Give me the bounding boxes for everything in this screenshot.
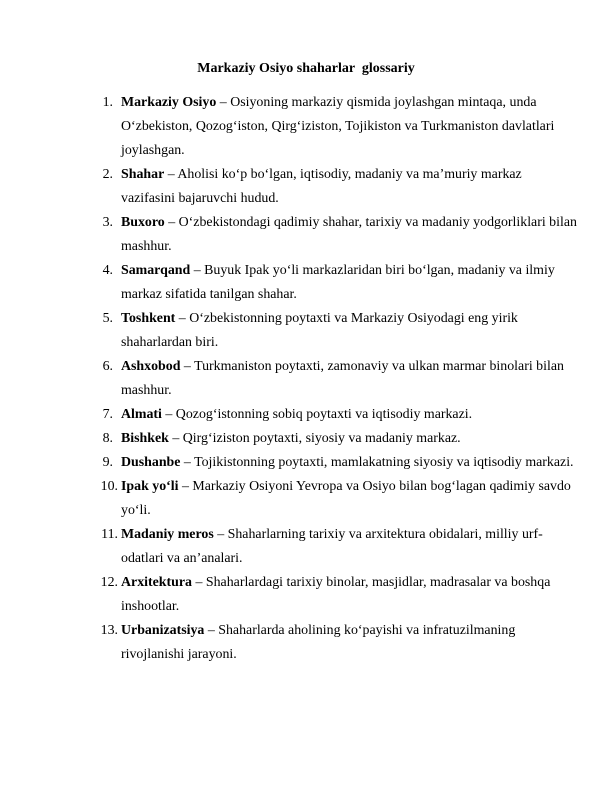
item-text [121,571,577,619]
list-item [0,571,612,619]
item-number: 11. [101,527,118,542]
list-item [0,451,612,475]
item-term: Samarqand [121,263,191,278]
item-number: 1. [102,95,113,110]
item-text [121,307,577,355]
item-definition: – Aholisi ko‘p bo‘lgan, iqtisodiy, madaniy va ma’muriy markaz vazifasini bajaruvchi hudud. [121,167,522,206]
item-number: 9. [102,455,113,470]
list-item [0,211,612,259]
item-term: Ipak yo‘li [121,479,179,494]
list-item [0,91,612,163]
list-item [0,619,612,667]
item-term: Toshkent [121,311,176,326]
item-definition: – Qirg‘iziston poytaxti, siyosiy va madaniy markaz. [168,431,461,446]
item-text [121,451,577,475]
item-definition: – Turkmaniston poytaxti, zamonaviy va ulkan marmar binolari bilan mashhur. [121,359,564,398]
page-title: Markaziy Osiyo shaharlar glossariy [197,61,415,76]
item-number: 8. [102,431,113,446]
item-term: Ashxobod [121,359,181,374]
item-definition: – Shaharlarning tarixiy va arxitektura obidalari, milliy urf-odatlari va an’analari. [121,527,543,566]
item-number: 2. [102,167,113,182]
item-number: 6. [102,359,113,374]
item-term: Urbanizatsiya [121,623,205,638]
item-number: 3. [102,215,113,230]
item-term: Markaziy Osiyo [121,95,217,110]
item-text [121,427,577,451]
item-text [121,403,577,427]
item-text [121,211,577,259]
item-term: Madaniy meros [121,527,214,542]
item-definition: – Tojikistonning poytaxti, mamlakatning siyosiy va iqtisodiy markazi. [180,455,574,470]
item-number: 13. [100,623,118,638]
item-definition: – Shaharlardagi tarixiy binolar, masjidlar, madrasalar va boshqa inshootlar. [121,575,551,614]
list-item [0,355,612,403]
list-item [0,523,612,571]
item-text [121,259,577,307]
item-term: Dushanbe [121,455,181,470]
item-definition: – O‘zbekistonning poytaxti va Markaziy Osiyodagi eng yirik shaharlardan biri. [121,311,518,350]
list-item [0,259,612,307]
item-term: Almati [121,407,162,422]
item-text [121,619,577,667]
item-text [121,163,577,211]
item-term: Buxoro [121,215,165,230]
list-item [0,475,612,523]
item-number: 5. [102,311,113,326]
list-item [0,307,612,355]
item-number: 10. [100,479,118,494]
item-number: 4. [102,263,113,278]
item-number: 12. [100,575,118,590]
item-definition: – Osiyoning markaziy qismida joylashgan mintaqa, unda O‘zbekiston, Qozog‘iston, Qirg‘iziston, Tojikiston va Turkmaniston davlatlari joylashgan. [121,95,555,158]
item-number: 7. [102,407,113,422]
item-text [121,355,577,403]
item-definition: – Shaharlarda aholining ko‘payishi va infratuzilmaning rivojlanishi jarayoni. [121,623,516,662]
item-text [121,91,577,163]
item-definition: – Buyuk Ipak yo‘li markazlaridan biri bo‘lgan, madaniy va ilmiy markaz sifatida tanilgan shahar. [121,263,555,302]
item-term: Bishkek [121,431,169,446]
item-definition: – Qozog‘istonning sobiq poytaxti va iqtisodiy markazi. [161,407,473,422]
item-text [121,475,577,523]
item-text [121,523,577,571]
item-term: Shahar [121,167,165,182]
glossary-list [0,91,612,667]
list-item [0,403,612,427]
item-definition: – Markaziy Osiyoni Yevropa va Osiyo bilan bog‘lagan qadimiy savdo yo‘li. [121,479,571,518]
item-term: Arxitektura [121,575,192,590]
list-item [0,163,612,211]
list-item [0,427,612,451]
item-definition: – O‘zbekistondagi qadimiy shahar, tarixiy va madaniy yodgorliklari bilan mashhur. [121,215,577,254]
